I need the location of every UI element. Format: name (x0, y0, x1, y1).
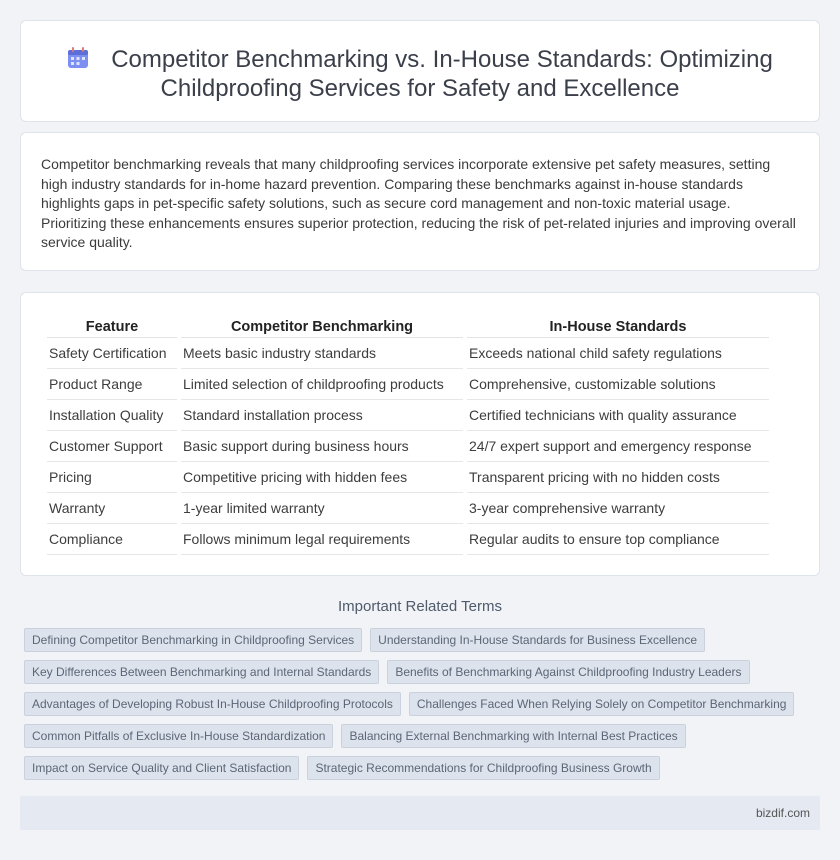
table-row (47, 400, 769, 431)
related-terms-heading: Important Related Terms (338, 598, 502, 615)
summary-text: Competitor benchmarking reveals that many childproofing services incorporate extensive pet safety measures, setting high industry standards for in-home hazard prevention. Comparing these benchmarks against in-house standards highlights gaps in pet-specific safety solutions, such as secure cord management and non-toxic material usage. Prioritizing these enhancements ensures superior protection, reducing the risk of pet-related injuries and improving overall service quality. (41, 156, 796, 250)
related-term-tag[interactable]: Common Pitfalls of Exclusive In-House Standardization (24, 724, 333, 748)
related-term-tag[interactable]: Advantages of Developing Robust In-House Childproofing Protocols (24, 692, 401, 716)
feature-cell: Compliance (47, 524, 177, 555)
table-row (47, 431, 769, 462)
feature-cell: Warranty (47, 493, 177, 524)
competitor-cell: Basic support during business hours (181, 431, 463, 462)
comparison-card (20, 292, 820, 576)
inhouse-cell: Certified technicians with quality assurance (467, 400, 769, 431)
header-card (20, 20, 820, 122)
title-line-1: Competitor Benchmarking vs. In-House Standards: Optimizing (111, 46, 773, 73)
inhouse-cell: Comprehensive, customizable solutions (467, 369, 769, 400)
related-term-tag[interactable]: Defining Competitor Benchmarking in Childproofing Services (24, 628, 362, 652)
feature-cell: Product Range (47, 369, 177, 400)
related-term-tag[interactable]: Benefits of Benchmarking Against Childproofing Industry Leaders (387, 660, 749, 684)
table-row (47, 524, 769, 555)
competitor-cell: Limited selection of childproofing products (181, 369, 463, 400)
calendar-icon (67, 47, 89, 67)
header-competitor: Competitor Benchmarking (181, 315, 463, 338)
feature-cell: Pricing (47, 462, 177, 493)
related-terms-list (24, 628, 824, 780)
competitor-cell: Follows minimum legal requirements (181, 524, 463, 555)
table-header-row (47, 315, 769, 338)
inhouse-cell: Exceeds national child safety regulations (467, 338, 769, 369)
table-row (47, 369, 769, 400)
inhouse-cell: Regular audits to ensure top compliance (467, 524, 769, 555)
competitor-cell: 1-year limited warranty (181, 493, 463, 524)
related-term-tag[interactable]: Key Differences Between Benchmarking and Internal Standards (24, 660, 379, 684)
header-inhouse: In-House Standards (467, 315, 769, 338)
footer-site-link[interactable]: bizdif.com (755, 806, 810, 820)
related-term-tag[interactable]: Challenges Faced When Relying Solely on Competitor Benchmarking (409, 692, 795, 716)
related-term-tag[interactable]: Balancing External Benchmarking with Internal Best Practices (341, 724, 685, 748)
feature-cell: Customer Support (47, 431, 177, 462)
comparison-table (43, 315, 773, 555)
competitor-cell: Standard installation process (181, 400, 463, 431)
title-line-2: Childproofing Services for Safety and Excellence (160, 75, 680, 102)
inhouse-cell: 24/7 expert support and emergency response (467, 431, 769, 462)
related-term-tag[interactable]: Understanding In-House Standards for Business Excellence (370, 628, 705, 652)
related-term-tag[interactable]: Impact on Service Quality and Client Satisfaction (24, 756, 299, 780)
table-row (47, 462, 769, 493)
related-term-tag[interactable]: Strategic Recommendations for Childproofing Business Growth (307, 756, 659, 780)
page-title (21, 45, 819, 103)
feature-cell: Installation Quality (47, 400, 177, 431)
competitor-cell: Competitive pricing with hidden fees (181, 462, 463, 493)
competitor-cell: Meets basic industry standards (181, 338, 463, 369)
inhouse-cell: Transparent pricing with no hidden costs (467, 462, 769, 493)
inhouse-cell: 3-year comprehensive warranty (467, 493, 769, 524)
header-feature: Feature (47, 315, 177, 338)
table-row (47, 338, 769, 369)
summary-card (20, 132, 820, 271)
table-row (47, 493, 769, 524)
feature-cell: Safety Certification (47, 338, 177, 369)
footer (20, 796, 820, 830)
